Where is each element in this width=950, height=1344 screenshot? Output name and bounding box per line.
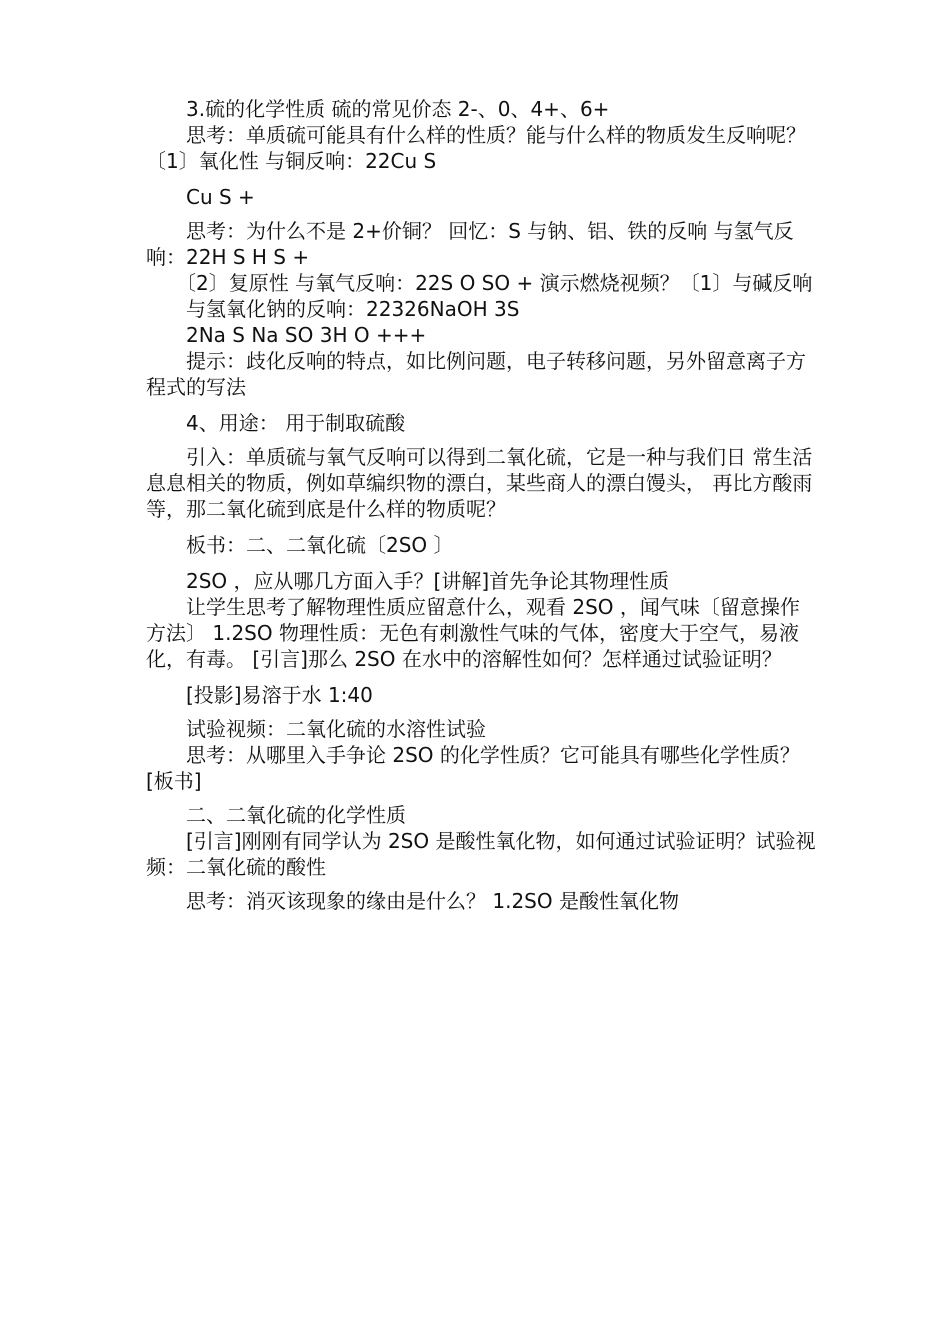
paragraph-sulfur-chemical-properties: 3.硫的化学性质 硫的常见价态 2-、0、4+、6+ [146, 97, 610, 121]
paragraph-think-copper-valence: 思考：为什么不是 2+价铜？ 回忆：S 与钠、铝、铁的反响 与氢气反响：22H S H S + [146, 219, 794, 269]
paragraph-so2-approach: 2SO ，应从哪几方面入手？[讲解]首先争论其物理性质 [146, 569, 670, 593]
paragraph-naoh-reaction: 与氢氧化钠的反响：22326NaOH 3S [146, 297, 520, 321]
paragraph-solubility-video: 试验视频：二氧化硫的水溶性试验 [146, 717, 486, 741]
paragraph-so2-chemical-heading: 二、二氧化硫的化学性质 [146, 803, 406, 827]
paragraph-board-so2: 板书：二、二氧化硫〔2SO 〕 [146, 533, 454, 557]
paragraph-projection-solubility: [投影]易溶于水 1:40 [146, 683, 373, 707]
paragraph-think-chemical-properties: 思考：从哪里入手争论 2SO 的化学性质？它可能具有哪些化学性质？ [板书] [146, 743, 807, 793]
document-body [146, 96, 818, 914]
paragraph-naoh-products: 2Na S Na SO 3H O +++ [146, 323, 427, 347]
paragraph-reducing-property: 〔2〕复原性 与氧气反响：22S O SO + 演示燃烧视频？〔1〕与碱反响 [146, 271, 813, 295]
paragraph-think-phenomenon: 思考：消灭该现象的缘由是什么？ 1.2SO 是酸性氧化物 [146, 889, 679, 913]
paragraph-think-oxidizing: 思考：单质硫可能具有什么样的性质？能与什么样的物质发生反响呢？〔1〕氧化性 与铜反响：22Cu S [146, 123, 806, 173]
paragraph-introduction-so2: 引入：单质硫与氧气反响可以得到二氧化硫，它是一种与我们日 常生活息息相关的物质，例如草编织物的漂白，某些商人的漂白馒头， 再比方酸雨等，那二氧化硫到底是什么样的物质呢？ [146, 445, 813, 521]
paragraph-uses: 4、用途： 用于制取硫酸 [146, 411, 406, 435]
paragraph-cus-equation: Cu S + [146, 185, 255, 209]
paragraph-physical-properties: 让学生思考了解物理性质应留意什么，观看 2SO ，闻气味〔留意操作方法〕 1.2SO 物理性质：无色有刺激性气味的气体，密度大于空气，易液化，有毒。 [引言]那么 2SO 在水中的溶解性如何？怎样通过试验证明？ [146, 595, 800, 671]
paragraph-hint-disproportionation: 提示：歧化反响的特点，如比例问题，电子转移问题，另外留意离子方程式的写法 [146, 349, 806, 399]
paragraph-acidic-oxide-question: [引言]刚刚有同学认为 2SO 是酸性氧化物，如何通过试验证明？试验视频：二氧化硫的酸性 [146, 829, 816, 879]
